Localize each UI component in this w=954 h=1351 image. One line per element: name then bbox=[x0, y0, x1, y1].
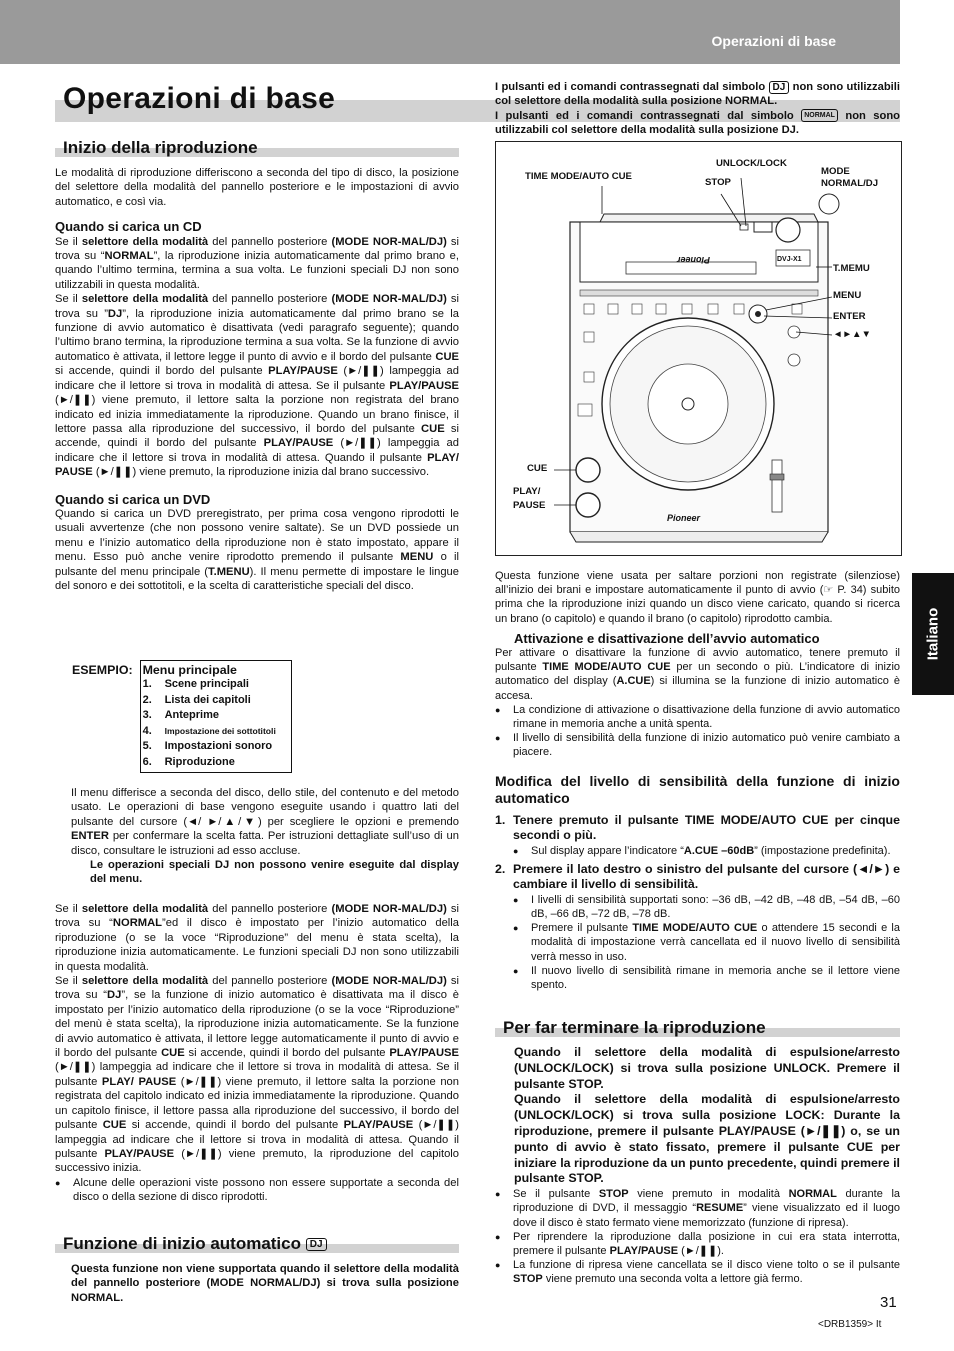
section-auto-cue bbox=[55, 1234, 459, 1254]
stop-lock-text: Quando il selettore della modalità di espulsione/arresto (UNLOCK/LOCK) si trova sulla posizione LOCK: Durante la riproduzione, premere il pulsante PLAY/PAUSE (►/❚❚) o, se un punto di avvio è stato fissato, premere il pulsante CUE per iniziare la riproduzione da un punto precedente, quindi premere il pulsante STOP. bbox=[514, 1092, 900, 1186]
list-item: 5. Impostazioni sonoro bbox=[142, 740, 273, 752]
menu-box bbox=[140, 660, 292, 773]
activation-subtitle: Attivazione e disattivazione dell’avvio automatico bbox=[514, 630, 820, 646]
list-item: 4. Impostazione dei sottotitoli bbox=[142, 724, 276, 737]
menu-example bbox=[71, 659, 293, 774]
list-item: 3. Anteprime bbox=[142, 709, 219, 721]
page-title: Operazioni di base bbox=[63, 82, 336, 115]
step-1-bullet: ● Sul display appare l’indicatore “A.CUE –60dB” (impostazione predefinita). bbox=[513, 844, 900, 858]
right-column-bottom bbox=[495, 1045, 900, 1287]
step-1: 1. Tenere premuto il pulsante TIME MODE/AUTO CUE per cinque secondi o più. bbox=[495, 812, 900, 843]
left-bullet: ● Alcune delle operazioni viste possono non essere supportate a seconda del disco o della sezione di disco riprodotti. bbox=[55, 1176, 459, 1205]
label-mode: MODE bbox=[821, 166, 850, 177]
label-play: PLAY/ bbox=[513, 486, 541, 497]
page-number: 31 bbox=[880, 1294, 897, 1311]
brand-logo-bottom: Pioneer bbox=[667, 513, 701, 523]
sensitivity-title: Modifica del livello di sensibilità della funzione di inizio automatico bbox=[495, 772, 900, 806]
dvd-mode-paragraph: Se il selettore della modalità del pannello posteriore (MODE NOR-MAL/DJ) si trova su “NORMAL”ed il disco è impostato per l’inizio automatico della riproduzione (o se la voce “Riproduzione” del menu è stata scelta), la riproduzione inizia automaticamente. Le funzioni speciali DJ non sono utilizzabili in questa modalità. Se il selettore della modalità del pannello posteriore (MODE NOR-MAL/DJ) si trova su “DJ”, se la funzione di inizio automatico è disattivata ma il disco è impostato per l’inizio automatico della riproduzione (o se la voce “Riproduzione” del menù è stata scelta), la riproduzione inizia automaticamente. Se la funzione di avvio automatico è attivata, il lettore legge automaticamente il punto di avvio e il bordo del pulsante CUE si accende, quindi il bordo del pulsante PLAY/PAUSE (►/❚❚) lampeggia ad indicare che il lettore si trova in modalità di attesa. Se il pulsante PLAY/ PAUSE (►/❚❚) viene premuto, il lettore salta la porzione non registrata del capitolo indicato ed inizia immediatamente la riproduzione. Quando un capitolo finisce, il lettore passa alla riproduzione del successivo, il bordo del pulsante CUE si accende, quindi il bordo del pulsante PLAY/PAUSE (►/❚❚) lampeggia ad indicare che il lettore si trova in modalità di attesa. Quando il pulsante PLAY/PAUSE (►/❚❚) viene premuto, la riproduzione del capitolo successivo inizia. bbox=[55, 903, 460, 1175]
model-label: DVJ-X1 bbox=[777, 256, 802, 263]
list-item: 1. Scene principali bbox=[142, 678, 249, 690]
menu-note-paragraph: Il menu differisce a seconda del disco, dello stile, del contenuto e del metodo usato. Le operazioni di base vengono eseguite usando i quattro lati del pulsante del cursore (◄/ ►/▲/▼) per scegliere le opzioni e premendo ENTER per confermare la scelta fatta. Per istruzioni dettagliate sull’uso di un disco, consultare le istruzioni ad esso accluse. bbox=[71, 787, 459, 857]
label-unlock-lock: UNLOCK/LOCK bbox=[716, 158, 787, 169]
list-item: 6. Riproduzione bbox=[142, 755, 235, 768]
stop-bullet: ● Per riprendere la riproduzione dalla posizione in cui era stata interrotta, premere il pulsante PLAY/PAUSE (►/❚❚). bbox=[495, 1230, 900, 1258]
menu-note bbox=[71, 786, 459, 887]
label-cue: CUE bbox=[527, 463, 548, 474]
cd-paragraph: Se il selettore della modalità del pannello posteriore (MODE NOR-MAL/DJ) si trova su “NORMAL”, la riproduzione inizia automaticamente dal primo brano e, quando l’ultimo termina, termina a sua volta. Le funzioni speciali DJ non sono utilizzabili in questa modalità. Se il selettore della modalità del pannello posteriore (MODE NOR-MAL/DJ) si trova su ”DJ”, la riproduzione inizia automaticamente dal primo brano se la funzione di avvio automatico è disattivata (vedi paragrafo seguente); quando l’ultimo brano termina, la riproduzione termina a sua volta. Se la funzione di avvio automatico è attivata, il lettore legge il punto di avvio e il bordo del pulsante CUE si accende, quindi il bordo del pulsante PLAY/PAUSE (►/❚❚) lampeggia ad indicare che il lettore si trova in modalità di attesa. Se il pulsante PLAY/PAUSE (►/❚❚) viene premuto, il lettore salta la porzione non registrata del brano indicato ed inizia immediatamente la riproduzione. Quando un brano finisce, il lettore passa alla riproduzione del successivo, il bordo del pulsante CUE si accende, quindi il bordo del pulsante PLAY/PAUSE (►/❚❚) lampeggia ad indicare che il lettore si trova in modalità di attesa. Quando il pulsante PLAY/ PAUSE (►/❚❚) viene premuto, la riproduzione inizia dal brano successivo. bbox=[55, 235, 460, 479]
dvd-subtitle: Quando si carica un DVD bbox=[55, 491, 211, 507]
label-time-mode: TIME MODE/AUTO CUE bbox=[525, 171, 632, 182]
example-label: ESEMPIO: bbox=[72, 663, 133, 677]
stop-bullet: ● La funzione di ripresa viene cancellata se il disco viene tolto o se il pulsante STOP viene premuto una seconda volta a lettore già fermo. bbox=[495, 1258, 900, 1286]
section-title: Per far terminare la riproduzione bbox=[503, 1018, 766, 1037]
header-bar bbox=[0, 0, 900, 64]
label-tmenu: T.MEMU bbox=[833, 263, 870, 274]
step-2: 2. Premere il lato destro o sinistro del pulsante del cursore (◄/►) e cambiare il livello di sensibilità. bbox=[495, 861, 900, 892]
dj-badge-icon: DJ bbox=[306, 1238, 327, 1251]
step-2-bullet: ● Il nuovo livello di sensibilità rimane in memoria anche se il lettore viene spento. bbox=[513, 964, 900, 992]
menu-list bbox=[143, 677, 289, 770]
menu-note-bold: Le operazioni speciali DJ non possono venire eseguite dal display del menu. bbox=[90, 859, 459, 886]
header-section-title: Operazioni di base bbox=[711, 33, 836, 49]
label-normal-dj: NORMAL/DJ bbox=[821, 178, 879, 189]
right-column-mid bbox=[495, 569, 900, 992]
section-title: Funzione di inizio automatico DJ bbox=[55, 1234, 459, 1254]
notice-dj: I pulsanti ed i comandi contrassegnati dal simbolo DJ non sono utilizzabili col selettore della modalità sulla posizione NORMAL. bbox=[495, 81, 900, 108]
language-tab-label: Italiano bbox=[924, 607, 942, 661]
stop-unlock-text: Quando il selettore della modalità di espulsione/arresto (UNLOCK/LOCK) si trova sulla posizione UNLOCK. Premere il pulsante STOP. bbox=[514, 1045, 900, 1091]
label-pause: PAUSE bbox=[513, 500, 546, 511]
step-2-bullet: ● Premere il pulsante TIME MODE/AUTO CUE o attendere 15 secondi e la modalità di impostazione verrà cancellata ed il nuovo livello di sensibilità verrà messo in uso. bbox=[513, 921, 900, 964]
step-2-bullet: ● I livelli di sensibilità supportati sono: –36 dB, –42 dB, –48 dB, –54 dB, –60 dB, –66 dB, –72 dB, –78 dB. bbox=[513, 893, 900, 921]
activation-paragraph: Per attivare o disattivare la funzione di avvio automatico, tenere premuto il pulsante TIME MODE/AUTO CUE per un secondo o più. L’indicatore di inizio automatico del display (A.CUE) si illumina se la funzione di inizio automatico è accesa. bbox=[495, 647, 901, 702]
auto-cue-description: Questa funzione viene usata per saltare porzioni non registrate (silenziose) all’inizio dei brani e impostare automaticamente il punto di avvio (☞ P. 34) subito prima che la riproduzione inizi quando un disco viene caricato, quando si ricerca un brano (o capitolo) e quando il brano (o capitolo) riprodotto cambia. bbox=[495, 570, 900, 625]
label-enter: ENTER bbox=[833, 311, 866, 322]
dj-badge-icon: DJ bbox=[769, 81, 790, 94]
section-inizio-riproduzione bbox=[55, 138, 459, 158]
left-column-top bbox=[55, 166, 459, 593]
stop-bullet: ● Se il pulsante STOP viene premuto in modalità NORMAL durante la riproduzione di DVD, il messaggio “RESUME” viene visualizzato ed il luogo dove il disco è stato fermato viene memorizzato (funzione di ripresa). bbox=[495, 1187, 900, 1230]
normal-badge-icon: NORMAL bbox=[801, 109, 838, 122]
notice-block bbox=[495, 80, 900, 138]
section-stop bbox=[495, 1018, 900, 1038]
label-menu: MENU bbox=[833, 290, 862, 301]
intro-paragraph: Le modalità di riproduzione differiscono a seconda del tipo di disco, la posizione del selettore della modalità del pannello posteriore e le impostazioni di avvio automatico, e così via. bbox=[55, 167, 459, 208]
brand-logo: Pioneer bbox=[677, 255, 711, 265]
player-figure bbox=[495, 141, 902, 556]
auto-cue-note: Questa funzione non viene supportata quando il selettore della modalità del pannello posteriore (MODE NORMAL/DJ) si trova sulla posizione NORMAL. bbox=[71, 1263, 459, 1304]
activation-bullet: ● La condizione di attivazione o disattivazione della funzione di avvio automatico rimane in memoria anche a unità spenta. bbox=[495, 703, 900, 731]
dvd-paragraph: Quando si carica un DVD preregistrato, per prima cosa vengono riprodotti le usuali avvertenze (che non possono venire saltate). Se un DVD possiede un menu e l’inizio automatico della riproduzione non è stato impostato, appare il menu. Esso può anche venire riprodotto premendo il pulsante MENU o il pulsante del menu principale (T.MENU). Il menu permette di impostare le lingue del sonoro e dei sottotitoli, e la scelta di caratteristiche speciali del disco. bbox=[55, 507, 460, 592]
activation-bullet: ● Il livello di sensibilità della funzione di inizio automatico può venire cambiato a piacere. bbox=[495, 731, 900, 759]
left-column-bottom bbox=[55, 902, 459, 1205]
player-illustration bbox=[496, 142, 901, 555]
cd-subtitle: Quando si carica un CD bbox=[55, 219, 202, 235]
document-code: <DRB1359> It bbox=[818, 1319, 882, 1330]
menu-title: Menu principale bbox=[142, 663, 237, 677]
list-item: 2. Lista dei capitoli bbox=[142, 693, 251, 706]
section-title: Inizio della riproduzione bbox=[63, 138, 258, 157]
label-stop: STOP bbox=[705, 177, 731, 188]
label-cursor-arrows: ◄►▲▼ bbox=[833, 329, 871, 340]
language-tab bbox=[912, 573, 954, 695]
notice-normal: I pulsanti ed i comandi contrassegnati dal simbolo NORMAL non sono utilizzabili col selettore della modalità sulla posizione DJ. bbox=[495, 109, 901, 137]
